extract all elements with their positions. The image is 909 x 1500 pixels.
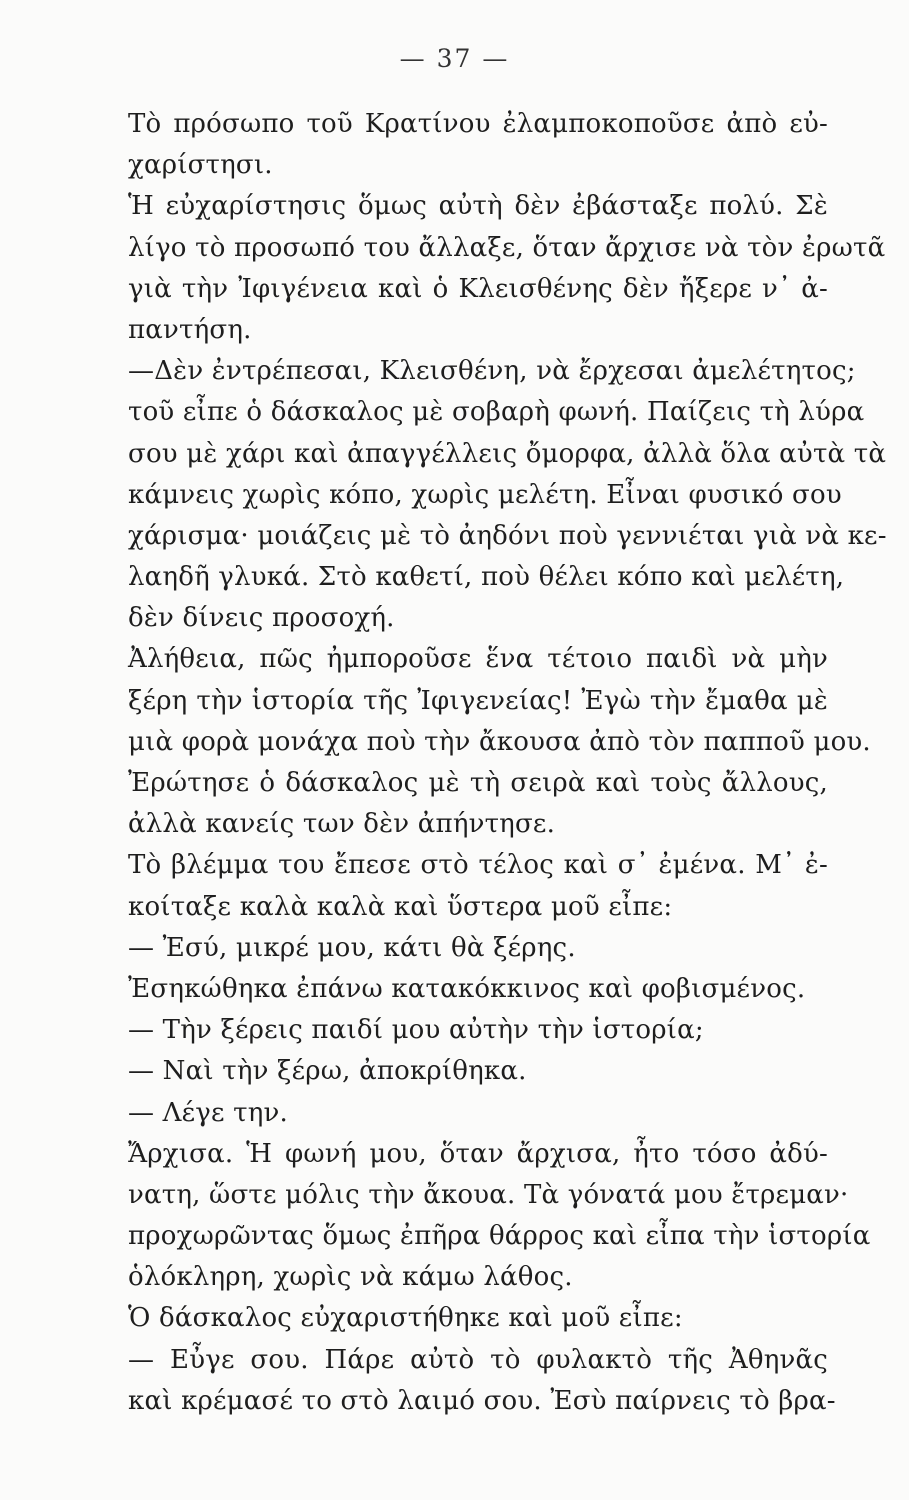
text-line: Ἐσηκώθηκα ἐπάνω κατακόκκινος καὶ φοβισμένος. bbox=[128, 973, 806, 1004]
text-line: Ἀλήθεια, πῶς ἠμποροῦσε ἕνα τέτοιο παιδὶ νὰ μὴν bbox=[128, 644, 828, 675]
text-line: μιὰ φορὰ μονάχα ποὺ τὴν ἄκουσα ἀπὸ τὸν παπποῦ μου. bbox=[128, 726, 871, 757]
text-line: Ὁ δάσκαλος εὐχαριστήθηκε καὶ μοῦ εἶπε: bbox=[128, 1303, 683, 1334]
text-line: ἀλλὰ κανείς των δὲν ἀπήντησε. bbox=[128, 809, 556, 840]
text-line: Ἄρχισα. Ἡ φωνή μου, ὅταν ἄρχισα, ἦτο τόσο ἀδύ- bbox=[128, 1138, 828, 1169]
text-line: κοίταξε καλὰ καλὰ καὶ ὕστερα μοῦ εἶπε: bbox=[128, 891, 673, 922]
text-line: ὁλόκληρη, χωρὶς νὰ κάμω λάθος. bbox=[128, 1262, 573, 1293]
text-line: χαρίστησι. bbox=[128, 150, 273, 181]
text-line: σου μὲ χάρι καὶ ἀπαγγέλλεις ὄμορφα, ἀλλὰ ὅλα αὐτὰ τὰ bbox=[128, 438, 887, 469]
text-line: γιὰ τὴν Ἰφιγένεια καὶ ὁ Κλεισθένης δὲν ἤξερε ν᾿ ἀ- bbox=[128, 273, 828, 304]
text-line: Τὸ βλέμμα του ἔπεσε στὸ τέλος καὶ σ᾿ ἐμένα. Μ᾿ ἐ- bbox=[128, 850, 828, 881]
text-line: καὶ κρέμασέ το στὸ λαιμό σου. Ἐσὺ παίρνεις τὸ βρα- bbox=[128, 1385, 836, 1416]
text-line: δὲν δίνεις προσοχή. bbox=[128, 603, 395, 634]
text-line: Ἐρώτησε ὁ δάσκαλος μὲ τὴ σειρὰ καὶ τοὺς ἄλλους, bbox=[128, 768, 828, 798]
text-line: λαηδῆ γλυκά. Στὸ καθετί, ποὺ θέλει κόπο καὶ μελέτη, bbox=[128, 562, 845, 593]
text-line: — Λέγε την. bbox=[128, 1097, 289, 1128]
text-line: παντήση. bbox=[128, 314, 252, 345]
text-line: χάρισμα· μοιάζεις μὲ τὸ ἀηδόνι ποὺ γεννιέται γιὰ νὰ κε- bbox=[128, 520, 887, 551]
text-line: τοῦ εἶπε ὁ δάσκαλος μὲ σοβαρὴ φωνή. Παίζεις τὴ λύρα bbox=[128, 397, 865, 428]
text-line: — Ναὶ τὴν ξέρω, ἀποκρίθηκα. bbox=[128, 1056, 527, 1087]
text-line: — Τὴν ξέρεις παιδί μου αὐτὴν τὴν ἱστορία; bbox=[128, 1015, 704, 1046]
text-line: κάμνεις χωρὶς κόπο, χωρὶς μελέτη. Εἶναι φυσικό σου bbox=[128, 479, 842, 510]
text-line: ξέρη τὴν ἱστορία τῆς Ἰφιγενείας! Ἐγὼ τὴν ἔμαθα μὲ bbox=[128, 685, 828, 716]
text-line: — Ἐσύ, μικρέ μου, κάτι θὰ ξέρης. bbox=[128, 932, 576, 963]
text-line: — Εὖγε σου. Πάρε αὐτὸ τὸ φυλακτὸ τῆς Ἀθηνᾶς bbox=[128, 1344, 828, 1375]
page-number: — 37 — bbox=[399, 44, 510, 73]
body-text bbox=[128, 104, 887, 1422]
text-line: νατη, ὥστε μόλις τὴν ἄκουα. Τὰ γόνατά μου ἔτρεμαν· bbox=[128, 1179, 849, 1210]
text-line: —Δὲν ἐντρέπεσαι, Κλεισθένη, νὰ ἔρχεσαι ἀμελέτητος; bbox=[128, 356, 856, 387]
text-line: Ἡ εὐχαρίστησις ὅμως αὐτὴ δὲν ἐβάσταξε πολύ. Σὲ bbox=[128, 191, 828, 222]
text-line: Τὸ πρόσωπο τοῦ Κρατίνου ἐλαμποκοποῦσε ἀπὸ εὐ- bbox=[128, 109, 828, 139]
text-line: λίγο τὸ προσωπό του ἄλλαξε, ὅταν ἄρχισε νὰ τὸν ἐρωτᾶ bbox=[128, 232, 886, 263]
text-line: προχωρῶντας ὅμως ἐπῆρα θάρρος καὶ εἶπα τὴν ἱστορία bbox=[128, 1221, 871, 1252]
